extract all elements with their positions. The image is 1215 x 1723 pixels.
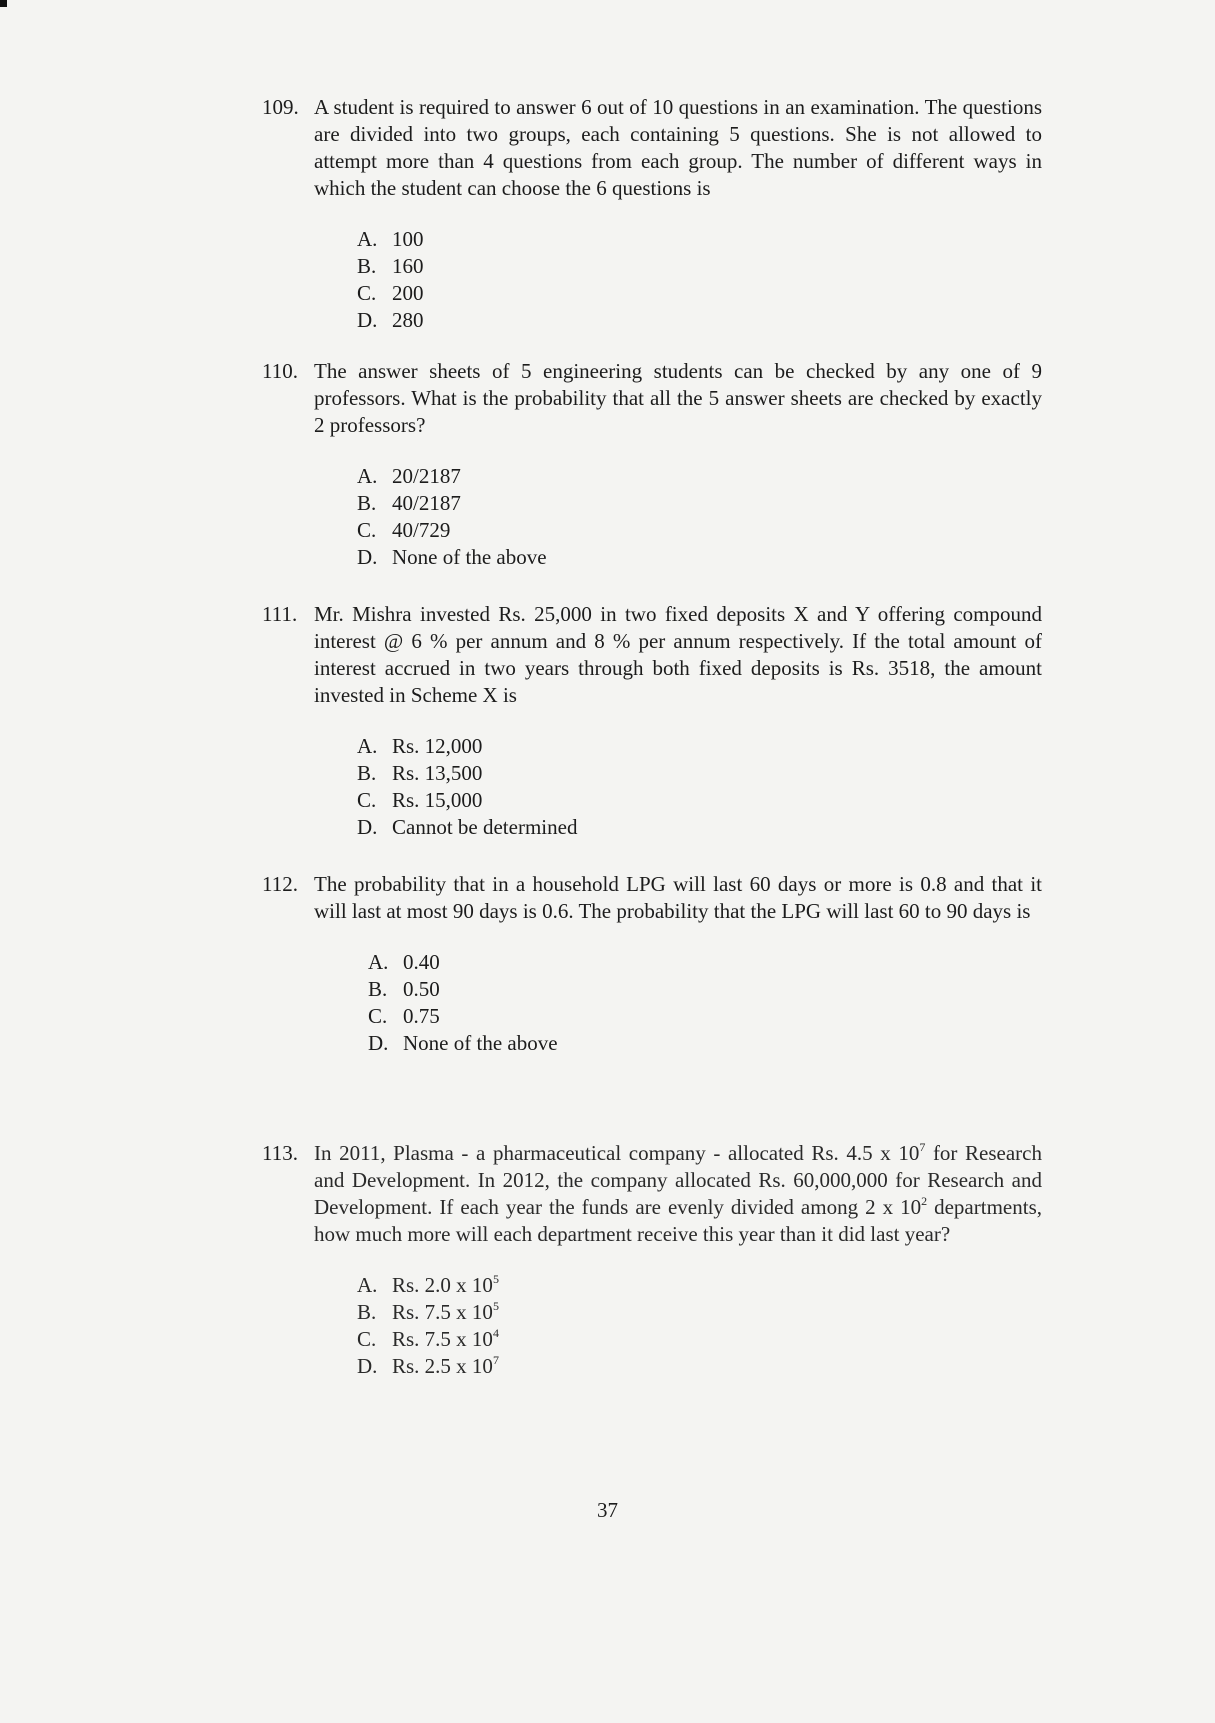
option-letter: C. — [357, 788, 377, 812]
option-letter: C. — [357, 281, 377, 305]
option-text: 280 — [392, 308, 424, 332]
question-111 — [262, 601, 1042, 841]
option-a — [357, 1272, 1042, 1299]
option-list — [368, 949, 1042, 1057]
option-c — [357, 280, 1042, 307]
option-c — [368, 1003, 1042, 1030]
option-text: Rs. 15,000 — [392, 788, 483, 812]
option-letter: D. — [357, 1354, 378, 1378]
question-text-part: In 2011, Plasma - a pharmaceutical company - allocated Rs. 4.5 x 10 — [314, 1141, 920, 1165]
question-number: 112. — [262, 872, 298, 896]
option-d — [357, 544, 1042, 571]
option-letter: A. — [368, 950, 389, 974]
option-text: 100 — [392, 227, 424, 251]
exponent: 4 — [492, 1326, 499, 1340]
scan-corner-mark — [0, 0, 7, 7]
option-text: 160 — [392, 254, 424, 278]
exponent: 7 — [492, 1353, 499, 1367]
option-d — [368, 1030, 1042, 1057]
option-letter: D. — [357, 545, 378, 569]
option-base: Rs. 7.5 x 10 — [392, 1300, 493, 1324]
option-letter: A. — [357, 227, 378, 251]
option-text: 20/2187 — [392, 464, 461, 488]
question-113 — [262, 1140, 1042, 1380]
option-text — [392, 1353, 499, 1380]
option-letter: D. — [357, 815, 378, 839]
option-text: 40/729 — [392, 518, 451, 542]
option-text: 200 — [392, 281, 424, 305]
question-text: Mr. Mishra invested Rs. 25,000 in two fixed deposits X and Y offering compound interest @ 6 % per annum and 8 % per annum respectively. If the total amount of interest accrued in two years through both fixed deposits is Rs. 3518, the amount invested in Scheme X is — [314, 602, 1042, 707]
page-number: 37 — [597, 1498, 618, 1522]
option-c — [357, 787, 1042, 814]
option-b — [357, 1299, 1042, 1326]
option-d — [357, 1353, 1042, 1380]
option-list — [357, 1272, 1042, 1380]
option-base: Rs. 2.5 x 10 — [392, 1354, 493, 1378]
exponent: 2 — [921, 1194, 928, 1208]
exponent: 5 — [492, 1272, 499, 1286]
option-letter: C. — [357, 518, 377, 542]
option-letter: B. — [357, 254, 377, 278]
option-a — [357, 226, 1042, 253]
question-112 — [262, 871, 1042, 1057]
question-number: 111. — [262, 602, 298, 626]
option-b — [357, 253, 1042, 280]
option-letter: A. — [357, 1273, 378, 1297]
option-letter: C. — [368, 1004, 388, 1028]
option-text: Cannot be determined — [392, 815, 578, 839]
question-text — [314, 1140, 1042, 1248]
option-list — [357, 733, 1042, 841]
option-a — [357, 463, 1042, 490]
option-b — [357, 760, 1042, 787]
option-list — [357, 463, 1042, 571]
option-d — [357, 814, 1042, 841]
question-text: The answer sheets of 5 engineering students can be checked by any one of 9 professors. What is the probability that all the 5 answer sheets are checked by exactly 2 professors? — [314, 359, 1042, 437]
option-text: 0.75 — [403, 1004, 440, 1028]
question-number: 110. — [262, 359, 298, 383]
option-a — [368, 949, 1042, 976]
option-letter: B. — [357, 761, 377, 785]
option-d — [357, 307, 1042, 334]
option-b — [357, 490, 1042, 517]
exponent: 7 — [919, 1140, 926, 1154]
option-text: 0.40 — [403, 950, 440, 974]
option-base: Rs. 7.5 x 10 — [392, 1327, 493, 1351]
option-c — [357, 517, 1042, 544]
option-base: Rs. 2.0 x 10 — [392, 1273, 493, 1297]
option-letter: B. — [357, 491, 377, 515]
exponent: 5 — [492, 1299, 499, 1313]
option-letter: D. — [368, 1031, 389, 1055]
option-text: None of the above — [403, 1031, 558, 1055]
option-text — [392, 1299, 499, 1326]
option-text — [392, 1326, 499, 1353]
option-letter: B. — [357, 1300, 377, 1324]
option-text — [392, 1272, 499, 1299]
option-a — [357, 733, 1042, 760]
option-text: None of the above — [392, 545, 547, 569]
option-text: 40/2187 — [392, 491, 461, 515]
question-number: 113. — [262, 1141, 298, 1165]
option-letter: D. — [357, 308, 378, 332]
option-text: 0.50 — [403, 977, 440, 1001]
question-110 — [262, 358, 1042, 571]
option-b — [368, 976, 1042, 1003]
question-text-part: departments, how much more will each department receive this year than it did last year? — [314, 1195, 1042, 1246]
question-109 — [262, 94, 1042, 334]
question-number: 109. — [262, 95, 299, 119]
question-text: A student is required to answer 6 out of 10 questions in an examination. The questions are divided into two groups, each containing 5 questions. She is not allowed to attempt more than 4 questions from each group. The number of different ways in which the student can choose the 6 questions is — [314, 95, 1042, 200]
question-text: The probability that in a household LPG will last 60 days or more is 0.8 and that it will last at most 90 days is 0.6. The probability that the LPG will last 60 to 90 days is — [314, 872, 1042, 923]
option-letter: C. — [357, 1327, 377, 1351]
option-list — [357, 226, 1042, 334]
option-c — [357, 1326, 1042, 1353]
question-text-part: for Research and Development. In 2012, the company allocated Rs. 60,000,000 for Research and Development. If each year the funds are evenly divided among 2 x 10 — [314, 1141, 1042, 1219]
option-letter: B. — [368, 977, 388, 1001]
option-letter: A. — [357, 464, 378, 488]
option-text: Rs. 13,500 — [392, 761, 483, 785]
option-text: Rs. 12,000 — [392, 734, 483, 758]
option-letter: A. — [357, 734, 378, 758]
